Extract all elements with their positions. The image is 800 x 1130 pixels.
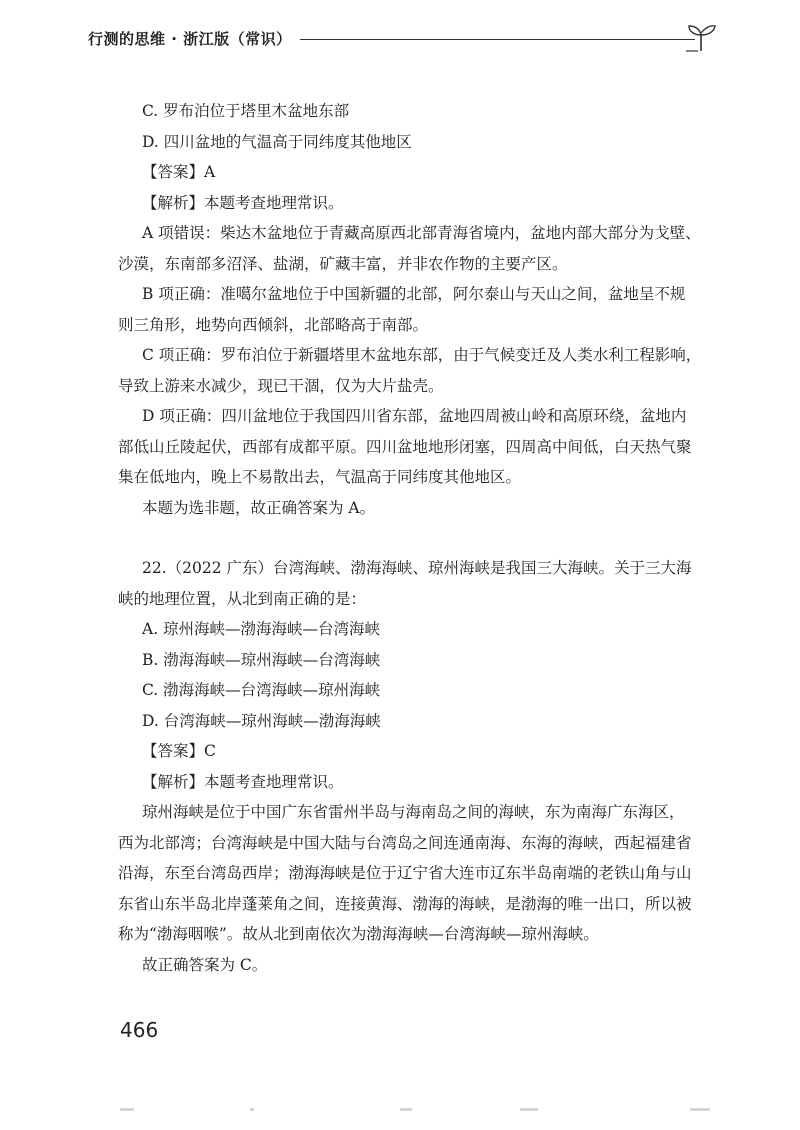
option-d-q21: D. 四川盆地的气温高于同纬度其他地区 xyxy=(142,132,412,151)
option-c-q22: C. 渤海海峡—台湾海峡—琼州海峡 xyxy=(142,681,381,699)
header-rule xyxy=(300,39,695,40)
scan-artifact xyxy=(120,1108,134,1111)
page-header xyxy=(0,22,800,62)
analysis-line: 西为北部湾；台湾海峡是中国大陆与台湾岛之间连通南海、东海的海峡，西起福建省 xyxy=(118,833,692,852)
analysis-line: 称为“渤海咽喉”。故从北到南依次为渤海海峡—台湾海峡—琼州海峡。 xyxy=(118,925,599,943)
scan-artifact xyxy=(690,1108,710,1111)
analysis-line: 沿海，东至台湾岛西岸；渤海海峡是位于辽宁省大连市辽东半岛南端的老铁山角与山 xyxy=(118,864,692,882)
analysis-line: 琼州海峡是位于中国广东省雷州半岛与海南岛之间的海峡，东为南海广东海区， xyxy=(142,803,685,821)
option-b-q22: B. 渤海海峡—琼州海峡—台湾海峡 xyxy=(142,650,381,669)
running-title: 行测的思维 · 浙江版（常识） xyxy=(88,30,292,48)
section-gap xyxy=(118,523,718,553)
sprout-icon xyxy=(683,22,719,52)
scan-artifact xyxy=(250,1108,254,1111)
answer-q21: 【答案】A xyxy=(142,163,216,181)
conclusion-q21: 本题为选非题，故正确答案为 A。 xyxy=(142,498,376,517)
option-a-q22: A. 琼州海峡—渤海海峡—台湾海峡 xyxy=(142,620,381,638)
analysis-line: 集在低地内，晚上不易散出去，气温高于同纬度其他地区。 xyxy=(118,468,522,486)
analysis-line: 则三角形，地势向西倾斜，北部略高于南部。 xyxy=(118,315,429,334)
analysis-line: 导致上游来水减少，现已干涸，仅为大片盐壳。 xyxy=(118,376,444,395)
analysis-line: B 项正确：准噶尔盆地位于中国新疆的北部，阿尔泰山与天山之间，盆地呈不规 xyxy=(142,285,686,303)
analysis-line: D 项正确：四川盆地位于我国四川省东部，盆地四周被山岭和高原环绕，盆地内 xyxy=(142,407,687,425)
answer-q22: 【答案】C xyxy=(142,742,216,760)
page-number: 466 xyxy=(120,1018,159,1042)
option-d-q22: D. 台湾海峡—琼州海峡—渤海海峡 xyxy=(142,711,381,730)
analysis-line: 东省山东半岛北岸蓬莱角之间，连接黄海、渤海的海峡，是渤海的唯一出口，所以被 xyxy=(118,894,692,913)
question-22-stem: 22.（2022 广东）台湾海峡、渤海海峡、琼州海峡是我国三大海峡。关于三大海 xyxy=(142,559,692,577)
question-22-stem: 峡的地理位置，从北到南正确的是： xyxy=(118,589,367,608)
scan-artifact xyxy=(520,1108,538,1111)
scan-artifact xyxy=(400,1108,412,1111)
analysis-line: 部低山丘陵起伏，西部有成都平原。四川盆地地形闭塞，四周高中间低，白天热气聚 xyxy=(118,437,692,456)
analysis-line: C 项正确：罗布泊位于新疆塔里木盆地东部，由于气候变迁及人类水利工程影响， xyxy=(142,346,702,364)
conclusion-q22: 故正确答案为 C。 xyxy=(142,955,268,974)
analysis-line: A 项错误：柴达木盆地位于青藏高原西北部青海省境内，盆地内部大部分为戈壁、 xyxy=(142,224,701,242)
page-body xyxy=(118,96,718,980)
analysis-line: 沙漠，东南部多沼泽、盐湖，矿藏丰富，并非农作物的主要产区。 xyxy=(118,254,568,273)
option-c-q21: C. 罗布泊位于塔里木盆地东部 xyxy=(142,102,350,120)
analysis-title-q22: 【解析】本题考查地理常识。 xyxy=(142,772,344,791)
analysis-title-q21: 【解析】本题考查地理常识。 xyxy=(142,193,344,212)
